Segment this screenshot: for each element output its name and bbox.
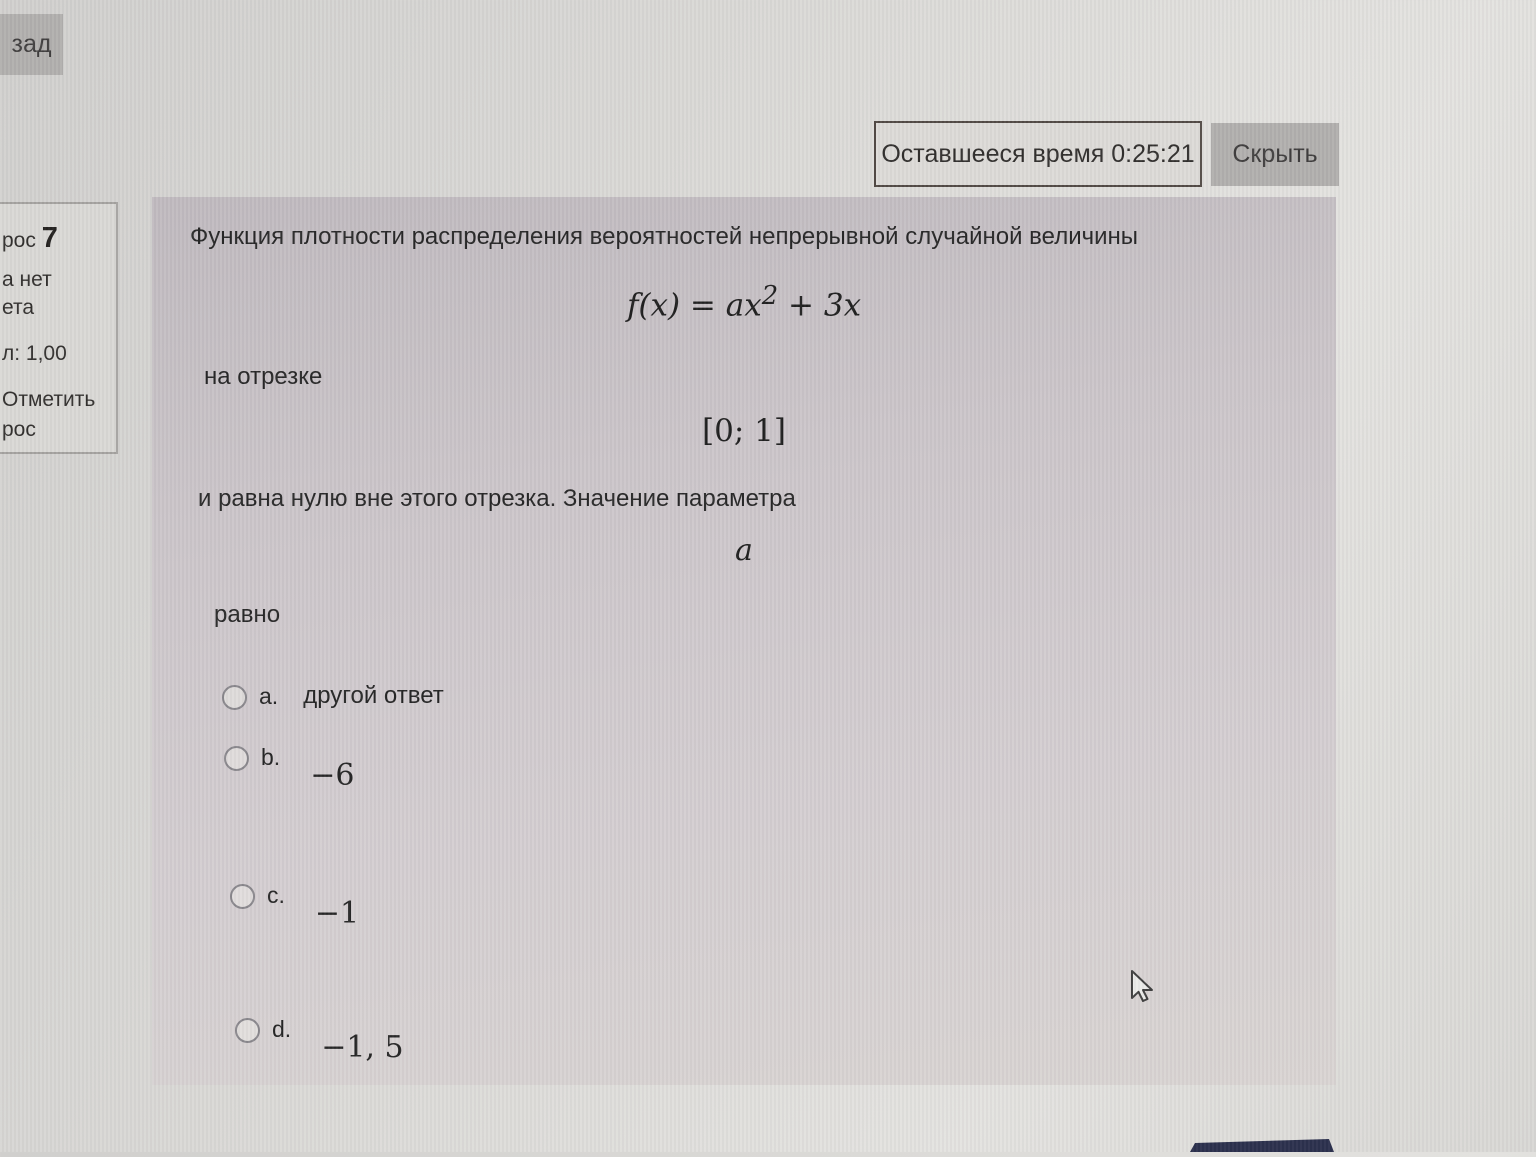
radio-button-c[interactable] bbox=[230, 884, 255, 909]
points-label: л: 1,00 bbox=[2, 342, 67, 365]
option-letter-b: b. bbox=[261, 744, 281, 770]
interval-label: на отрезке bbox=[204, 363, 323, 390]
answer-option-b[interactable] bbox=[224, 744, 354, 791]
equals-label: равно bbox=[214, 601, 281, 628]
interval-formula: [0; 1] bbox=[702, 413, 786, 449]
back-button[interactable]: зад bbox=[0, 14, 63, 75]
answer-option-c[interactable] bbox=[230, 882, 359, 929]
hide-timer-button[interactable]: Скрыть bbox=[1211, 123, 1339, 186]
answer-option-a[interactable] bbox=[222, 683, 444, 710]
question-panel bbox=[152, 197, 1336, 1085]
bottom-screen-edge bbox=[1186, 1138, 1334, 1157]
radio-button-b[interactable] bbox=[224, 746, 249, 771]
formula-exponent: 2 bbox=[761, 281, 779, 311]
option-text-d[interactable]: −1, 5 bbox=[321, 1030, 404, 1065]
question-number-line: рос 7 bbox=[2, 222, 58, 254]
option-text-a[interactable]: другой ответ bbox=[303, 682, 444, 709]
question-intro-text: Функция плотности распределения вероятностей непрерывной случайной величины bbox=[190, 223, 1139, 250]
question-info-box bbox=[0, 202, 118, 454]
option-text-c[interactable]: −1 bbox=[314, 896, 360, 931]
option-letter-c: c. bbox=[267, 882, 285, 908]
answer-status-line2: ета bbox=[2, 296, 35, 319]
flag-question-link-line1[interactable]: Отметить bbox=[2, 388, 96, 411]
radio-button-d[interactable] bbox=[235, 1018, 260, 1043]
option-letter-a: a. bbox=[259, 683, 279, 709]
arrow-pointer-icon bbox=[1128, 969, 1162, 1012]
flag-question-link-line2[interactable]: рос bbox=[2, 418, 36, 441]
option-text-b[interactable]: −6 bbox=[310, 758, 355, 793]
parameter-symbol: a bbox=[735, 533, 753, 568]
density-formula: $f(x) = ax^2 + 3x$ bbox=[626, 281, 862, 324]
answer-option-d[interactable] bbox=[235, 1016, 404, 1063]
question-tail-text: и равна нулю вне этого отрезка. Значение параметра bbox=[198, 485, 796, 512]
remaining-time-box: Оставшееся время 0:25:21 bbox=[874, 121, 1202, 187]
radio-button-a[interactable] bbox=[222, 685, 247, 710]
answer-status-line1: а нет bbox=[2, 268, 52, 291]
option-letter-d: d. bbox=[272, 1016, 292, 1042]
question-number: 7 bbox=[41, 222, 58, 254]
